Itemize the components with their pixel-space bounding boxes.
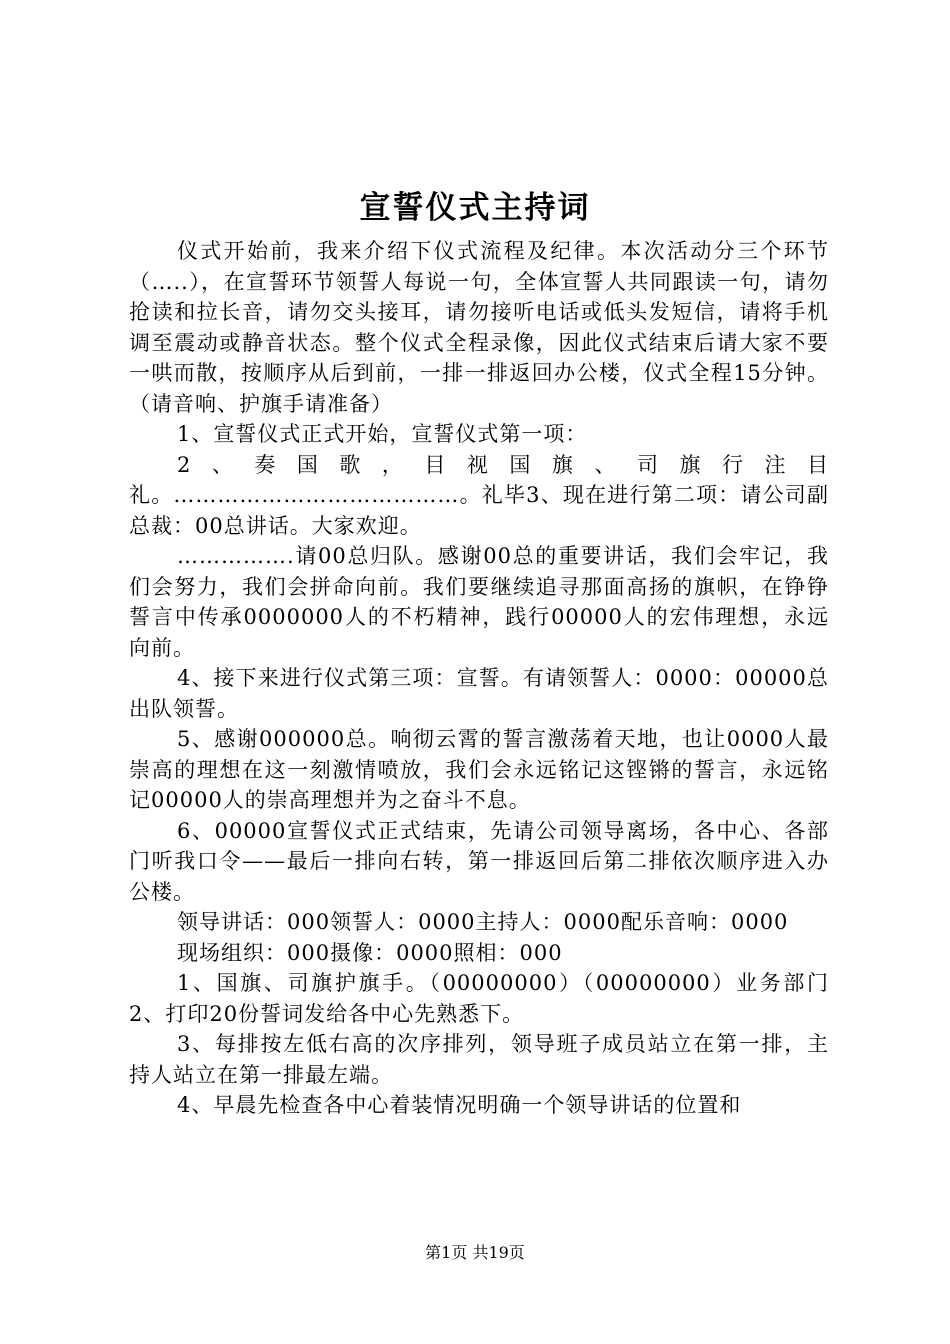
paragraph-item-1: 1、宣誓仪式正式开始，宣誓仪式第一项： [177,422,588,446]
paragraph-speech-return: …………….请00总归队。感谢00总的重要讲话，我们会牢记，我们会努力，我们会拼命向前。我们要继续追寻那面高扬的旗帜，在铮铮誓言中传承0000000人的不朽精神，践行00000人的宏伟理想，永远向前。 [129,544,829,660]
paragraph-intro: 仪式开始前，我来介绍下仪式流程及纪律。本次活动分三个环节（…..），在宣誓环节领誓人每说一句，全体宣誓人共同跟读一句，请勿抢读和拉长音，请勿交头接耳，请勿接听电话或低头发短信，请将手机调至震动或静音状态。整个仪式全程录像，因此仪式结束后请大家不要一哄而散，按顺序从后到前，一排一排返回办公楼，仪式全程15分钟。（请音响、护旗手请准备） [129,239,829,416]
paragraph-staff: 现场组织：000摄像：0000照相：000 [177,940,563,965]
paragraph-prep-1: 1、国旗、司旗护旗手。（00000000）（00000000）业务部门2、打印20份誓词发给各中心先熟悉下。 [129,971,829,1026]
page-footer: 第1页 共19页 [425,1243,525,1262]
paragraph-item-2: 2、奏国歌，目视国旗、司旗行注目礼。…………………………………。礼毕3、现在进行第二项：请公司副总裁：00总讲话。大家欢迎。 [129,452,829,538]
paragraph-item-4: 4、接下来进行仪式第三项：宣誓。有请领誓人：0000：00000总出队领誓。 [129,666,829,721]
paragraph-prep-3: 3、每排按左低右高的次序排列，领导班子成员站立在第一排，主持人站立在第一排最左端。 [129,1032,829,1087]
document-body [129,236,829,1121]
paragraph-prep-4: 4、早晨先检查各中心着装情况明确一个领导讲话的位置和 [177,1093,742,1117]
paragraph-roles: 领导讲话：000领誓人：0000主持人：0000配乐音响：0000 [177,910,789,934]
paragraph-item-5: 5、感谢000000总。响彻云霄的誓言激荡着天地，也让0000人最崇高的理想在这一刻激情喷放，我们会永远铭记这铿锵的誓言，永远铭记00000人的崇高理想并为之奋斗不息。 [129,727,829,812]
document-title: 宣誓仪式主持词 [359,190,591,226]
paragraph-item-6: 6、00000宣誓仪式正式结束，先请公司领导离场，各中心、各部门听我口令——最后一排向右转，第一排返回后第二排依次顺序进入办公楼。 [129,818,829,904]
